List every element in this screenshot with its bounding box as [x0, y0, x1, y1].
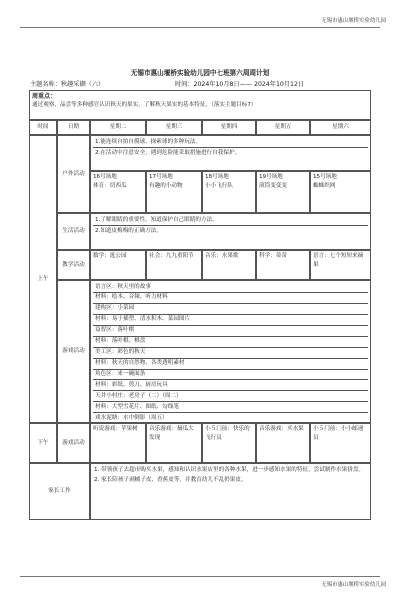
afternoon-cell-thursday: 小５门前：快乐的飞行员 [202, 423, 256, 463]
game-line: 美工区：彩色的秋天 [93, 348, 368, 359]
teaching-cell-thursday: 音乐：水果歌 [202, 250, 256, 280]
afternoon-label: 下午 [29, 423, 57, 463]
life-goals [90, 213, 371, 250]
outdoor-goal-2: 2.在活动中注意安全，遇到危险能采取措施进行自我保护。 [95, 149, 241, 156]
week-focus-cell [29, 90, 371, 120]
game-line: 益智区：落叶棋 [93, 326, 368, 337]
game-line: 材料：彩纸、剪刀、厨房玩具 [93, 380, 368, 391]
afternoon-game-label: 游戏活动 [57, 423, 90, 463]
teaching-cell-friday: 科学：蒂蒂 [256, 250, 310, 280]
family-work-content [90, 463, 371, 520]
header-divider [20, 27, 380, 28]
game-line: 天井小村庄：老房子（二）（周二） [93, 391, 368, 402]
page-title: 无锡市惠山堰桥实验幼儿园中七班第六周周计划 [130, 69, 270, 77]
header-tuesday: 星期二 [90, 120, 146, 135]
life-activity-label: 生活活动 [57, 213, 90, 250]
game-line: 材料：大型雪花片、图纸、勾线笔 [93, 402, 368, 413]
header-wednesday: 星期三 [146, 120, 202, 135]
teaching-cell-tuesday: 数学：逛公园 [90, 250, 146, 280]
afternoon-cell-friday: 音乐游戏：买水果 [256, 423, 310, 463]
afternoon-cell-wednesday: 音乐游戏：摘瓜大发现 [146, 423, 202, 463]
life-goal-1: 1.了解眼睛的重要性，知道保护自己眼睛的方法。 [93, 215, 368, 226]
game-line: 建构区：小菜园 [93, 304, 368, 315]
outdoor-activity-label: 户外活动 [57, 135, 90, 213]
game-line: 戏水泥塘：水中倒影（周五） [93, 413, 368, 423]
outdoor-cell-friday: 19号场地 滚筒变变变 [256, 171, 310, 213]
outdoor-goals [90, 135, 371, 171]
game-area-list [90, 280, 371, 423]
teaching-cell-wednesday: 社会：九九重阳节 [146, 250, 202, 280]
week-focus-text: 通过观察、品尝等多种感官认识秋天的果实，了解秋天果实的基本特征。（落实主题目标7） [32, 102, 257, 109]
header-time: 时间 [29, 120, 57, 135]
theme-label: 主题名称：秋趣采撷（六） [30, 81, 105, 88]
outdoor-cell-saturday: 15号场地 蜘蛛织网 [310, 171, 371, 213]
game-line: 材料：落叶棋、棋盘 [93, 337, 368, 348]
family-work-line-2: 2. 家长陪孩子剥橘子皮、香蕉皮等，并教育幼儿不乱扔果皮。 [94, 476, 247, 483]
life-goal-2: 2.知道皮梅梅的正确方法。 [95, 227, 162, 234]
teaching-activity-label: 教学活动 [57, 250, 90, 280]
game-line: 材料：秋天的自然物、各类透明素材 [93, 359, 368, 370]
header-saturday: 星期六 [310, 120, 371, 135]
morning-label: 上午 [29, 135, 57, 423]
week-focus-heading: 周重点： [32, 93, 57, 100]
footer-divider [20, 576, 380, 577]
outdoor-cell-wednesday: 17号场地 有趣的小动物 [146, 171, 202, 213]
game-line: 角色区：来一碗面条 [93, 370, 368, 381]
header-date: 日期 [57, 120, 90, 135]
game-line: 语言区：秋天里的故事 [93, 282, 368, 293]
outdoor-cell-tuesday: 16号场地 体育：切西瓜 [90, 171, 146, 213]
family-work-label: 家长工作 [29, 463, 90, 520]
game-activity-label: 游戏活动 [57, 280, 90, 423]
family-work-line-1: 1. 带领孩子去超市购买水果，感知和认识水果店里的各种水果，进一步感知水果的特征，尝试制作水果拼盘。 [94, 467, 365, 473]
outdoor-cell-thursday: 18号场地 小小飞行队 [202, 171, 256, 213]
header-thursday: 星期四 [202, 120, 256, 135]
page-footer-school: 无锡市惠山堰桥实验幼儿园 [321, 582, 386, 588]
page-header-school: 无锡市惠山堰桥实验幼儿园 [321, 18, 386, 24]
outdoor-goal-1: 1.能连续自拍自摸球，探索球的多种玩法。 [93, 137, 368, 148]
time-label: 时间：2024年10月8日—— 2024年10月12日 [175, 81, 305, 88]
afternoon-cell-tuesday: 听说游戏：苹果树 [90, 423, 146, 463]
header-friday: 星期五 [256, 120, 310, 135]
game-line: 材料：绘本、音频、听力材料 [93, 293, 368, 304]
teaching-cell-saturday: 语言：七个短短来摘果 [310, 250, 371, 280]
game-line: 材料：易于插塑、清水积木、菜园图片 [93, 315, 368, 326]
afternoon-cell-saturday: 小５门前：小小邮递员 [310, 423, 371, 463]
